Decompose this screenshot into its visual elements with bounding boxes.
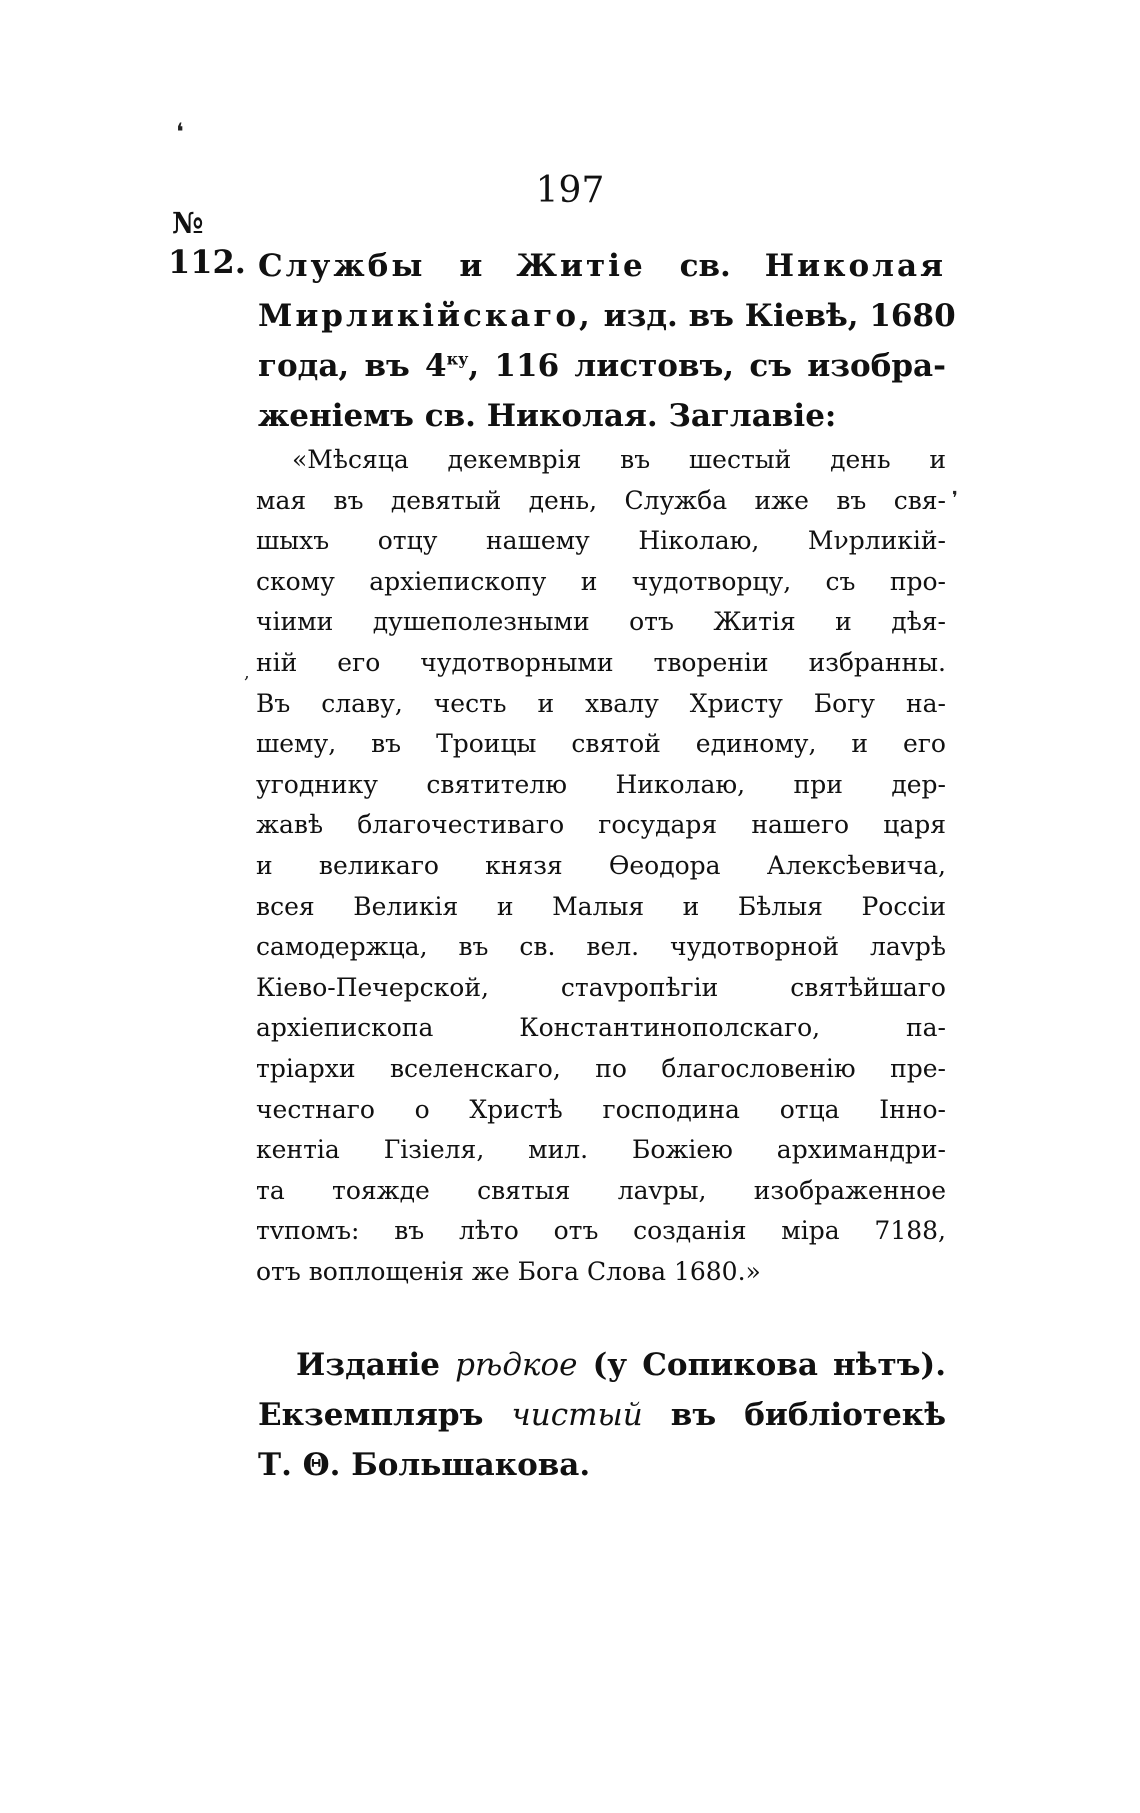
heading-word: и <box>459 248 483 284</box>
quote-line: жавѣ благочестиваго государя нашего царя <box>256 810 946 840</box>
quote-line: «Мѣсяца декемврія въ шестый день и <box>292 445 946 474</box>
heading-word: Житіе <box>516 248 646 284</box>
quote-line: мая въ девятый день, Служба иже въ свя- <box>256 485 946 515</box>
quote-line: честнаго о Христѣ господина отца Інно- <box>256 1094 946 1124</box>
numero-sign: № <box>172 206 204 240</box>
print-speck: ❛ <box>176 118 184 146</box>
quote-line: Кіево-Печерской, стаvропѣгіи святѣйшаго <box>256 972 946 1002</box>
note-emphasis: чистый <box>511 1397 643 1433</box>
entry-number: 112. <box>168 243 246 281</box>
quote-line: чіими душеполезными отъ Житія и дѣя- <box>256 607 946 637</box>
edition-note <box>258 1340 946 1490</box>
heading-line <box>258 291 956 341</box>
heading-word: Службы <box>258 248 426 284</box>
heading-word: св. <box>679 248 731 284</box>
note-line <box>258 1340 946 1390</box>
entry-heading <box>258 241 956 441</box>
quote-line: угоднику святителю Николаю, при дер- <box>256 769 946 799</box>
quote-line: Въ славу, честь и хвалу Христу Богу на- <box>256 688 946 718</box>
quote-line: шыхъ отцу нашему Ніколаю, Мνрликій- <box>256 526 946 556</box>
quote-line: самодержца, въ св. вел. чудотворной лаvрѣ <box>256 932 946 962</box>
quote-line: та тояжде святыя лаvры, изображенное <box>256 1175 946 1205</box>
heading-text: года, въ 4 <box>258 348 447 384</box>
note-line: Т. Θ. Большакова. <box>258 1447 591 1483</box>
note-line <box>258 1390 946 1440</box>
format-superscript: ку <box>446 349 469 369</box>
quote-line: тріархи вселенскаго, по благословенію пре- <box>256 1053 946 1083</box>
note-emphasis: рѣдкое <box>455 1347 578 1383</box>
heading-text: , 116 листовъ, съ изобра- <box>468 348 946 384</box>
title-quotation <box>256 440 946 1292</box>
quote-line: кентіа Гізіеля, мил. Божіею архимандри- <box>256 1135 946 1165</box>
page-number: 197 <box>535 170 605 211</box>
note-text: въ библіотекѣ <box>642 1397 946 1433</box>
print-speck: ❜ <box>952 488 958 509</box>
heading-line: женіемъ св. Николая. Заглавіе: <box>258 398 837 434</box>
quote-line: отъ воплощенія же Бога Слова 1680.» <box>256 1256 761 1286</box>
heading-word: Николая <box>764 248 946 284</box>
print-speck: , <box>244 662 250 683</box>
note-text: Екземпляръ <box>258 1397 512 1433</box>
quote-line: ній его чудотворными твореніи избранны. <box>256 647 946 677</box>
heading-line <box>258 241 946 291</box>
note-text: (у Сопикова нѣтъ). <box>577 1347 946 1383</box>
quote-line: скому архіепископу и чудотворцу, съ про- <box>256 566 946 596</box>
heading-word: Мирликійскаго, <box>258 298 593 334</box>
heading-text: изд. въ Кіевѣ, 1680 <box>603 298 956 334</box>
quote-line: архіепископа Константинополскаго, па- <box>256 1013 946 1043</box>
quote-line: тvпомъ: въ лѣто отъ созданія міра 7188, <box>256 1216 946 1246</box>
quote-line: всея Великія и Малыя и Бѣлыя Россіи <box>256 891 946 921</box>
heading-line <box>258 341 946 391</box>
note-text: Изданіе <box>296 1347 456 1383</box>
quote-line: и великаго князя Өеодора Алексѣевича, <box>256 850 946 880</box>
quote-line: шему, въ Троицы святой единому, и его <box>256 729 946 759</box>
